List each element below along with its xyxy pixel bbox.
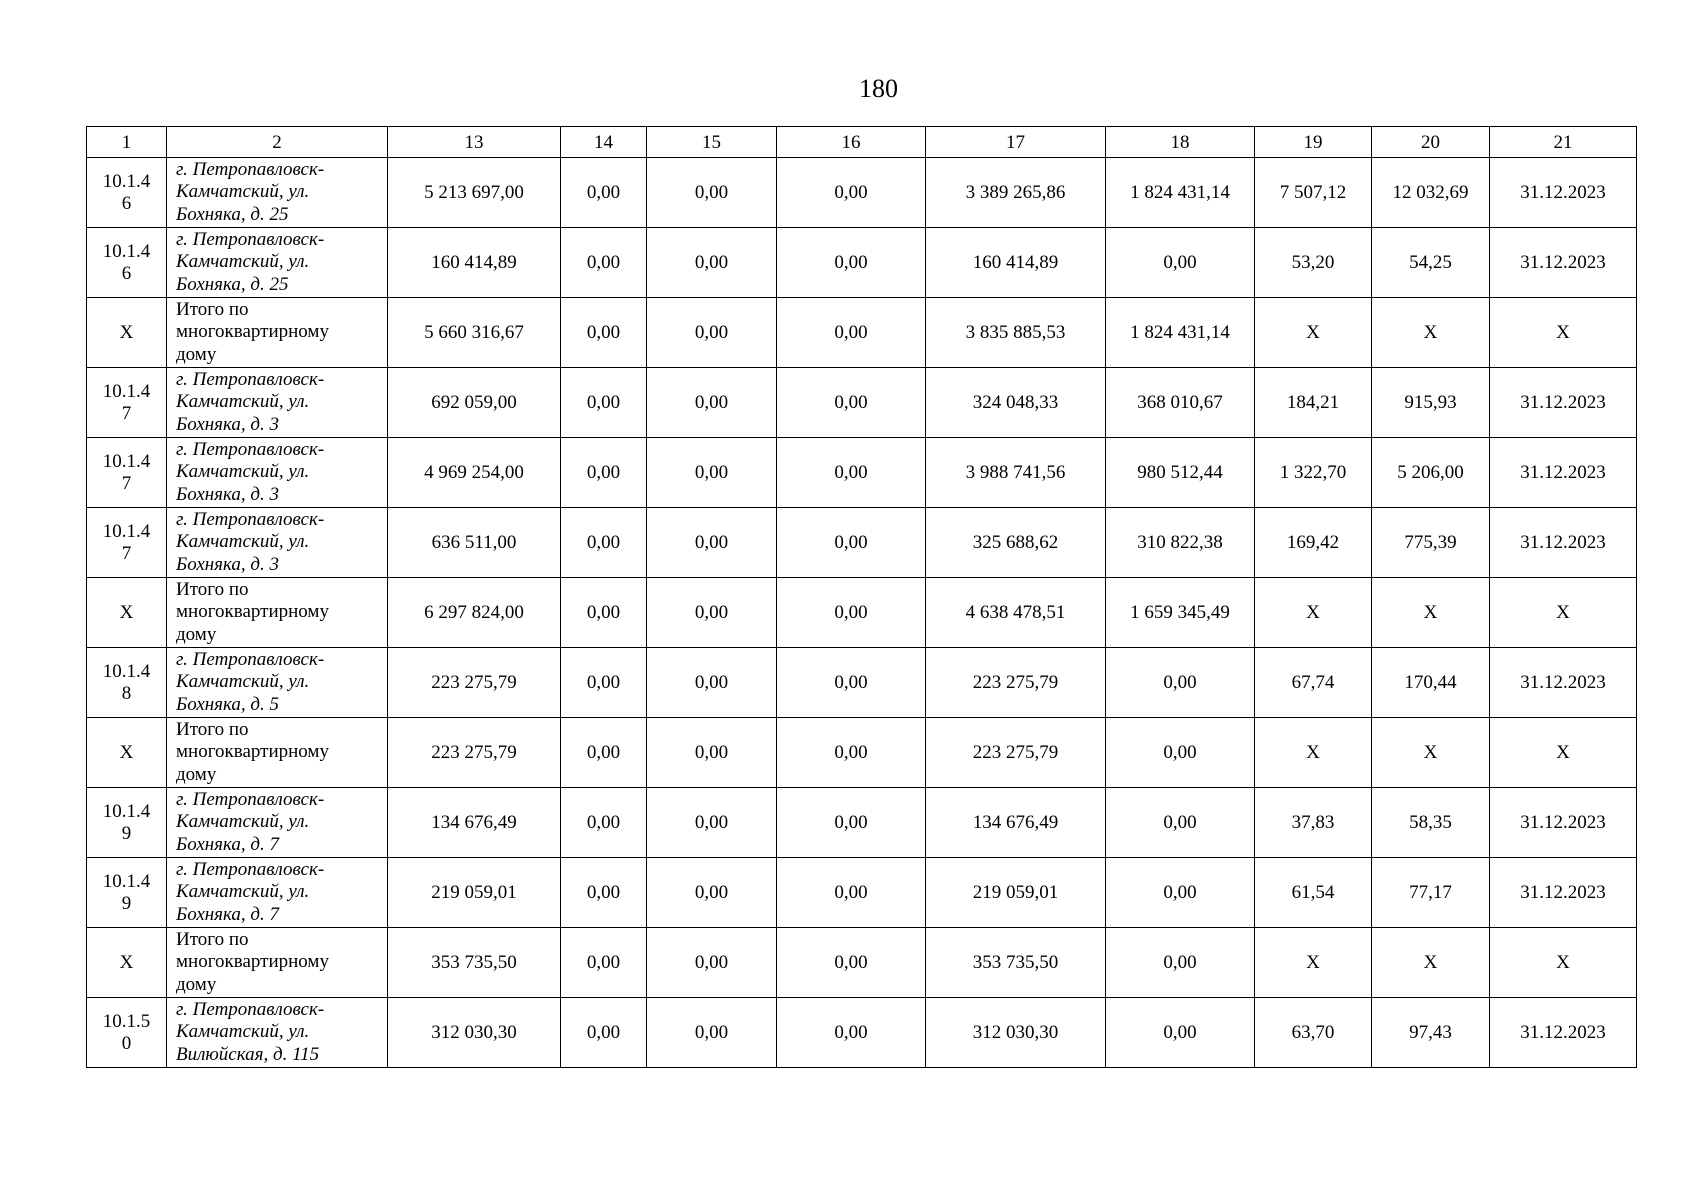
value-cell: 160 414,89 (388, 228, 561, 298)
address-line: Итого по (176, 578, 249, 600)
value-cell: 219 059,01 (926, 858, 1106, 928)
value-cell: 31.12.2023 (1490, 368, 1637, 438)
value-cell: 353 735,50 (926, 928, 1106, 998)
address-line: г. Петропавловск- (176, 508, 325, 530)
row-number-line: 10.1.4 (102, 870, 151, 892)
value-cell: 134 676,49 (926, 788, 1106, 858)
table-row (87, 578, 1637, 648)
address-line: Итого по (176, 298, 249, 320)
address-line: дому (176, 763, 217, 785)
table-row (87, 508, 1637, 578)
row-number-cell (87, 998, 167, 1068)
address-cell (167, 928, 388, 998)
value-cell: 31.12.2023 (1490, 228, 1637, 298)
value-cell: 184,21 (1255, 368, 1372, 438)
value-cell: 0,00 (561, 928, 647, 998)
row-number-line: 8 (121, 682, 132, 704)
address-line: г. Петропавловск- (176, 858, 325, 880)
value-cell: 169,42 (1255, 508, 1372, 578)
value-cell: X (1255, 928, 1372, 998)
value-cell: 5 206,00 (1372, 438, 1490, 508)
value-cell: 1 659 345,49 (1106, 578, 1255, 648)
value-cell: 0,00 (561, 858, 647, 928)
value-cell: 0,00 (647, 368, 777, 438)
value-cell: 0,00 (561, 578, 647, 648)
value-cell: 0,00 (561, 998, 647, 1068)
value-cell: 636 511,00 (388, 508, 561, 578)
value-cell: X (1490, 298, 1637, 368)
value-cell: 0,00 (777, 648, 926, 718)
value-cell: 312 030,30 (388, 998, 561, 1068)
column-header: 1 (87, 127, 167, 158)
address-line: Бохняка, д. 7 (176, 903, 280, 925)
data-table (86, 126, 1637, 1068)
address-cell (167, 788, 388, 858)
value-cell: 58,35 (1372, 788, 1490, 858)
row-number-line: 10.1.4 (102, 660, 151, 682)
value-cell: 0,00 (647, 858, 777, 928)
address-line: г. Петропавловск- (176, 788, 325, 810)
value-cell: 0,00 (1106, 228, 1255, 298)
address-cell (167, 158, 388, 228)
table-row (87, 788, 1637, 858)
row-number-cell (87, 438, 167, 508)
row-number-line: X (119, 601, 134, 623)
value-cell: 0,00 (777, 578, 926, 648)
value-cell: 310 822,38 (1106, 508, 1255, 578)
address-line: г. Петропавловск- (176, 368, 325, 390)
value-cell: 6 297 824,00 (388, 578, 561, 648)
value-cell: 1 824 431,14 (1106, 298, 1255, 368)
value-cell: 0,00 (1106, 788, 1255, 858)
row-number-line: 7 (121, 472, 132, 494)
value-cell: 325 688,62 (926, 508, 1106, 578)
address-line: Итого по (176, 718, 249, 740)
row-number-line: 6 (121, 262, 132, 284)
address-line: Бохняка, д. 25 (176, 203, 289, 225)
value-cell: 63,70 (1255, 998, 1372, 1068)
table-row (87, 718, 1637, 788)
address-line: дому (176, 623, 217, 645)
table-row (87, 298, 1637, 368)
address-line: дому (176, 973, 217, 995)
row-number-cell (87, 298, 167, 368)
row-number-line: 7 (121, 402, 132, 424)
address-line: г. Петропавловск- (176, 228, 325, 250)
value-cell: 0,00 (777, 368, 926, 438)
column-header: 21 (1490, 127, 1637, 158)
address-line: Бохняка, д. 3 (176, 483, 280, 505)
value-cell: 31.12.2023 (1490, 438, 1637, 508)
value-cell: 0,00 (647, 228, 777, 298)
value-cell: 12 032,69 (1372, 158, 1490, 228)
value-cell: 0,00 (647, 718, 777, 788)
value-cell: 368 010,67 (1106, 368, 1255, 438)
address-line: Камчатский, ул. (176, 391, 310, 413)
value-cell: 0,00 (777, 298, 926, 368)
value-cell: 0,00 (777, 438, 926, 508)
value-cell: 219 059,01 (388, 858, 561, 928)
address-line: Камчатский, ул. (176, 531, 310, 553)
row-number-cell (87, 368, 167, 438)
value-cell: X (1372, 298, 1490, 368)
row-number-line: 10.1.4 (102, 800, 151, 822)
value-cell: 0,00 (561, 298, 647, 368)
column-header: 17 (926, 127, 1106, 158)
address-line: дому (176, 343, 217, 365)
value-cell: X (1255, 578, 1372, 648)
value-cell: 0,00 (561, 158, 647, 228)
value-cell: 0,00 (561, 368, 647, 438)
column-header: 14 (561, 127, 647, 158)
value-cell: 3 389 265,86 (926, 158, 1106, 228)
column-header: 20 (1372, 127, 1490, 158)
value-cell: 97,43 (1372, 998, 1490, 1068)
address-line: Вилюйская, д. 115 (176, 1043, 320, 1065)
table-row (87, 998, 1637, 1068)
value-cell: 915,93 (1372, 368, 1490, 438)
page-number: 180 (859, 74, 898, 103)
value-cell: 0,00 (1106, 858, 1255, 928)
address-line: многоквартирному (176, 601, 329, 623)
value-cell: 0,00 (647, 438, 777, 508)
value-cell: 37,83 (1255, 788, 1372, 858)
row-number-line: 10.1.4 (102, 240, 151, 262)
value-cell: 0,00 (561, 228, 647, 298)
table-row (87, 158, 1637, 228)
value-cell: 0,00 (647, 578, 777, 648)
value-cell: 0,00 (647, 508, 777, 578)
value-cell: 0,00 (1106, 928, 1255, 998)
address-line: Камчатский, ул. (176, 1021, 310, 1043)
value-cell: 0,00 (647, 648, 777, 718)
row-number-cell (87, 788, 167, 858)
address-line: Камчатский, ул. (176, 251, 310, 273)
value-cell: 692 059,00 (388, 368, 561, 438)
value-cell: 4 969 254,00 (388, 438, 561, 508)
value-cell: 77,17 (1372, 858, 1490, 928)
value-cell: 0,00 (777, 158, 926, 228)
value-cell: 312 030,30 (926, 998, 1106, 1068)
value-cell: 0,00 (1106, 998, 1255, 1068)
row-number-cell (87, 578, 167, 648)
value-cell: 0,00 (561, 508, 647, 578)
address-cell (167, 578, 388, 648)
address-line: Камчатский, ул. (176, 181, 310, 203)
address-line: многоквартирному (176, 321, 329, 343)
address-line: Бохняка, д. 7 (176, 833, 280, 855)
column-header: 13 (388, 127, 561, 158)
address-line: Итого по (176, 928, 249, 950)
value-cell: 0,00 (777, 718, 926, 788)
row-number-line: 10.1.4 (102, 170, 151, 192)
value-cell: 0,00 (561, 788, 647, 858)
row-number-line: 0 (121, 1032, 132, 1054)
address-line: многоквартирному (176, 951, 329, 973)
address-line: Камчатский, ул. (176, 461, 310, 483)
value-cell: 223 275,79 (926, 648, 1106, 718)
value-cell: 31.12.2023 (1490, 998, 1637, 1068)
row-number-line: 10.1.4 (102, 520, 151, 542)
row-number-line: 9 (121, 822, 132, 844)
value-cell: 0,00 (1106, 648, 1255, 718)
address-cell (167, 718, 388, 788)
value-cell: 7 507,12 (1255, 158, 1372, 228)
column-header: 18 (1106, 127, 1255, 158)
value-cell: 53,20 (1255, 228, 1372, 298)
value-cell: 0,00 (777, 228, 926, 298)
value-cell: 170,44 (1372, 648, 1490, 718)
value-cell: 980 512,44 (1106, 438, 1255, 508)
table-row (87, 928, 1637, 998)
row-number-cell (87, 228, 167, 298)
column-header: 16 (777, 127, 926, 158)
value-cell: X (1490, 928, 1637, 998)
value-cell: 0,00 (647, 928, 777, 998)
row-number-cell (87, 858, 167, 928)
header-row (87, 127, 1637, 158)
row-number-line: 6 (121, 192, 132, 214)
value-cell: 353 735,50 (388, 928, 561, 998)
value-cell: 31.12.2023 (1490, 788, 1637, 858)
address-line: г. Петропавловск- (176, 998, 325, 1020)
table-row (87, 648, 1637, 718)
value-cell: 3 835 885,53 (926, 298, 1106, 368)
value-cell: 31.12.2023 (1490, 648, 1637, 718)
value-cell: 61,54 (1255, 858, 1372, 928)
row-number-line: 10.1.4 (102, 450, 151, 472)
row-number-cell (87, 508, 167, 578)
value-cell: 3 988 741,56 (926, 438, 1106, 508)
address-line: г. Петропавловск- (176, 648, 325, 670)
value-cell: 0,00 (777, 998, 926, 1068)
address-cell (167, 508, 388, 578)
table-row (87, 438, 1637, 508)
value-cell: 775,39 (1372, 508, 1490, 578)
value-cell: 223 275,79 (388, 648, 561, 718)
row-number-line: X (119, 951, 134, 973)
row-number-line: 7 (121, 542, 132, 564)
address-cell (167, 368, 388, 438)
row-number-cell (87, 648, 167, 718)
value-cell: X (1255, 298, 1372, 368)
row-number-line: 10.1.5 (102, 1010, 151, 1032)
value-cell: 0,00 (777, 788, 926, 858)
value-cell: X (1490, 718, 1637, 788)
value-cell: 0,00 (777, 928, 926, 998)
address-cell (167, 998, 388, 1068)
value-cell: 4 638 478,51 (926, 578, 1106, 648)
address-cell (167, 298, 388, 368)
row-number-cell (87, 158, 167, 228)
table-row (87, 228, 1637, 298)
value-cell: 223 275,79 (388, 718, 561, 788)
value-cell: 31.12.2023 (1490, 508, 1637, 578)
value-cell: 0,00 (647, 998, 777, 1068)
value-cell: 223 275,79 (926, 718, 1106, 788)
value-cell: 0,00 (777, 858, 926, 928)
row-number-cell (87, 718, 167, 788)
value-cell: X (1490, 578, 1637, 648)
value-cell: 67,74 (1255, 648, 1372, 718)
row-number-line: 10.1.4 (102, 380, 151, 402)
address-cell (167, 438, 388, 508)
value-cell: 0,00 (647, 298, 777, 368)
value-cell: 0,00 (561, 718, 647, 788)
value-cell: 1 322,70 (1255, 438, 1372, 508)
value-cell: X (1372, 718, 1490, 788)
table-row (87, 368, 1637, 438)
address-cell (167, 228, 388, 298)
address-cell (167, 858, 388, 928)
address-line: Бохняка, д. 3 (176, 413, 280, 435)
row-number-line: 9 (121, 892, 132, 914)
address-line: Камчатский, ул. (176, 671, 310, 693)
value-cell: 0,00 (561, 648, 647, 718)
value-cell: 160 414,89 (926, 228, 1106, 298)
value-cell: X (1372, 928, 1490, 998)
address-line: Бохняка, д. 3 (176, 553, 280, 575)
address-line: г. Петропавловск- (176, 158, 325, 180)
column-header: 2 (167, 127, 388, 158)
value-cell: 324 048,33 (926, 368, 1106, 438)
row-number-line: X (119, 321, 134, 343)
address-cell (167, 648, 388, 718)
value-cell: 5 660 316,67 (388, 298, 561, 368)
value-cell: 0,00 (647, 788, 777, 858)
value-cell: 5 213 697,00 (388, 158, 561, 228)
value-cell: 0,00 (561, 438, 647, 508)
value-cell: 31.12.2023 (1490, 858, 1637, 928)
value-cell: 54,25 (1372, 228, 1490, 298)
address-line: Бохняка, д. 25 (176, 273, 289, 295)
value-cell: 0,00 (777, 508, 926, 578)
table-row (87, 858, 1637, 928)
value-cell: 0,00 (1106, 718, 1255, 788)
address-line: Камчатский, ул. (176, 881, 310, 903)
column-header: 19 (1255, 127, 1372, 158)
address-line: г. Петропавловск- (176, 438, 325, 460)
value-cell: 0,00 (647, 158, 777, 228)
value-cell: X (1255, 718, 1372, 788)
row-number-line: X (119, 741, 134, 763)
value-cell: X (1372, 578, 1490, 648)
value-cell: 31.12.2023 (1490, 158, 1637, 228)
row-number-cell (87, 928, 167, 998)
address-line: многоквартирному (176, 741, 329, 763)
value-cell: 134 676,49 (388, 788, 561, 858)
address-line: Бохняка, д. 5 (176, 693, 280, 715)
column-header: 15 (647, 127, 777, 158)
address-line: Камчатский, ул. (176, 811, 310, 833)
value-cell: 1 824 431,14 (1106, 158, 1255, 228)
